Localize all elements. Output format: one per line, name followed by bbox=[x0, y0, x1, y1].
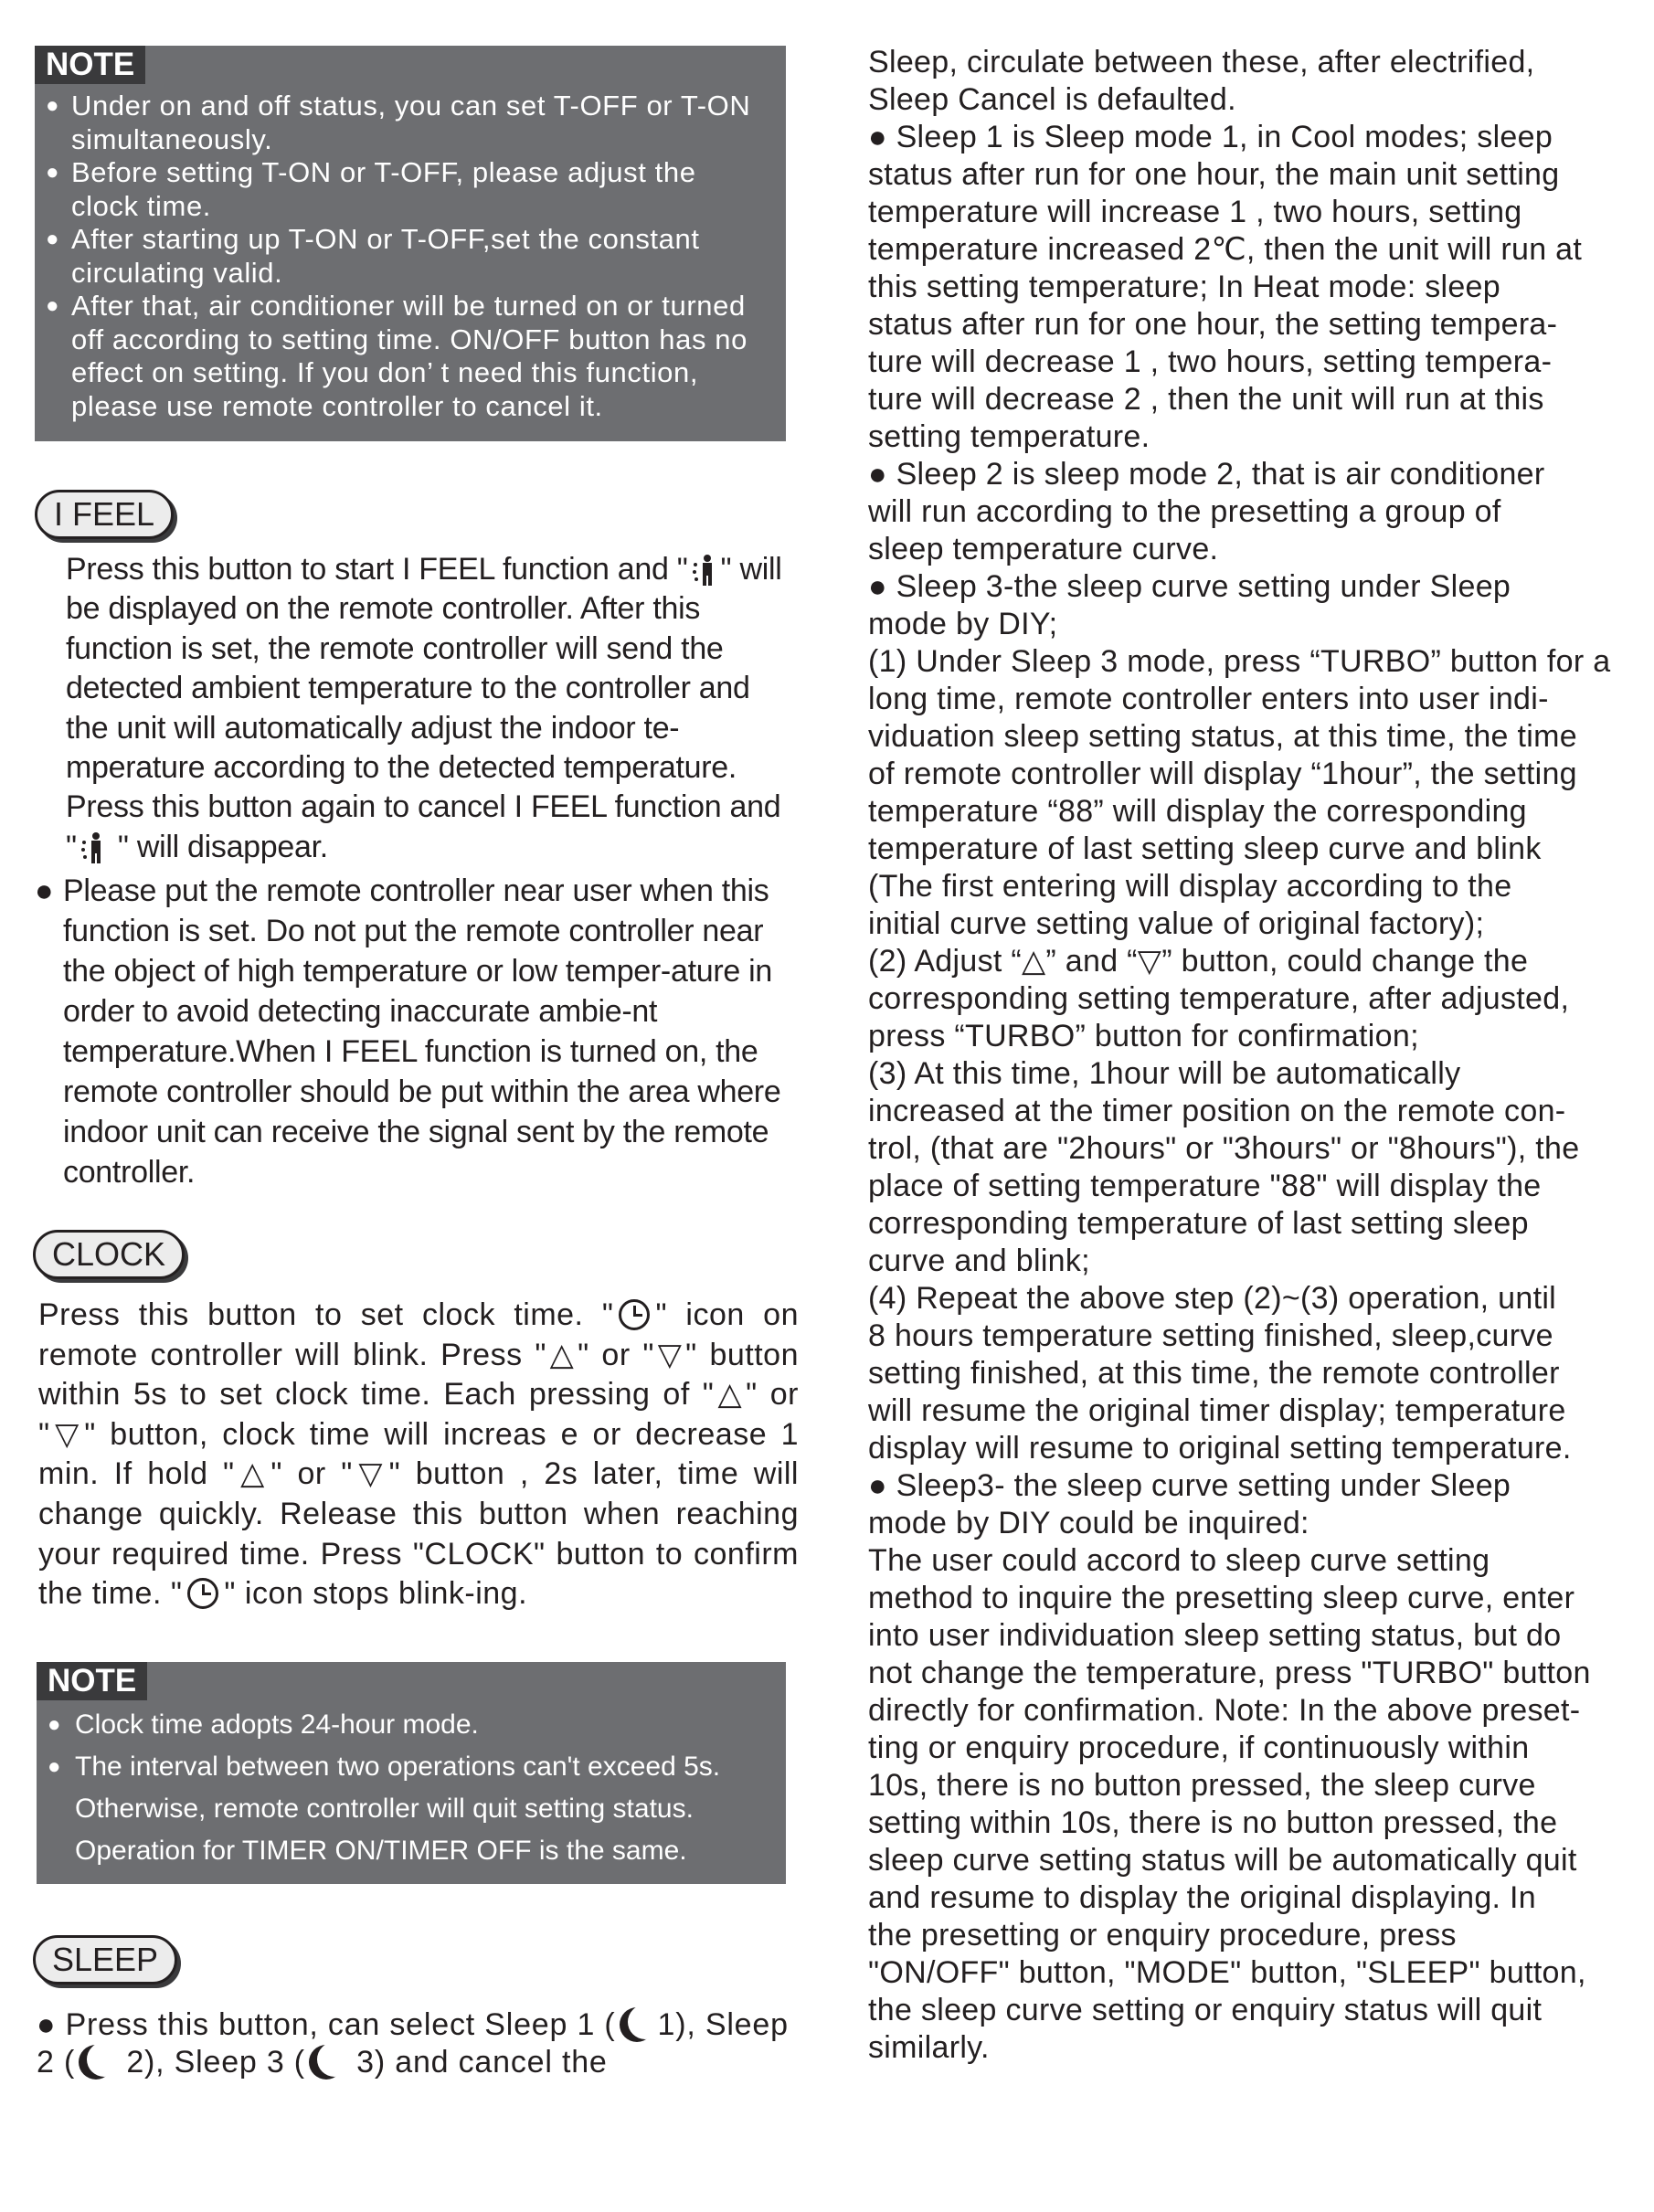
text-line: long time, remote controller enters into user indi- bbox=[868, 682, 1549, 716]
sleep-description bbox=[37, 2006, 797, 2081]
text-line: curve and blink; bbox=[868, 1244, 1090, 1278]
bullet-dot: ● bbox=[35, 873, 54, 908]
note-item: ● After that, air conditioner will be turned on or turned off according to setting time. ON/OFF button has no effect on setting. If you don’ t need this function, please use remote controller to cancel it. bbox=[35, 290, 768, 423]
clock-text-part3: " icon stops blink-ing. bbox=[224, 1576, 528, 1612]
text-line: "ON/OFF" button, "MODE" button, "SLEEP" button, bbox=[868, 1955, 1586, 1990]
text-line: place of setting temperature "88" will display the bbox=[868, 1169, 1542, 1203]
text-line: mode by DIY; bbox=[868, 607, 1058, 641]
sleep-moon-icon bbox=[79, 2045, 113, 2080]
text-line: 10s, there is no button pressed, the sleep curve bbox=[868, 1768, 1536, 1803]
text-line: sleep curve setting status will be automatically quit bbox=[868, 1843, 1577, 1878]
sleep-moon-icon bbox=[309, 2045, 344, 2080]
text-line: ● Sleep 2 is sleep mode 2, that is air conditioner bbox=[868, 457, 1545, 492]
sleep-text-part4: 3) and cancel the bbox=[346, 2045, 608, 2080]
text-line: ture will decrease 1 , two hours, setting tempera- bbox=[868, 344, 1553, 379]
i-feel-bullet bbox=[35, 871, 797, 1192]
i-feel-person-icon bbox=[692, 554, 717, 587]
i-feel-description bbox=[66, 550, 797, 867]
i-feel-text-part1: Press this button to start I FEEL function and " bbox=[66, 552, 688, 587]
sleep-button: SLEEP bbox=[33, 1935, 177, 1984]
note-box-timer bbox=[35, 46, 786, 441]
text-line: ting or enquiry procedure, if continuously within bbox=[868, 1730, 1530, 1765]
text-line: temperature “88” will display the corresponding bbox=[868, 794, 1527, 829]
text-line: ● Sleep 1 is Sleep mode 1, in Cool modes; sleep bbox=[868, 120, 1553, 154]
note-item: ● Before setting T-ON or T-OFF, please adjust the clock time. bbox=[35, 156, 768, 223]
text-line: setting temperature. bbox=[868, 419, 1150, 454]
text-line: method to inquire the presetting sleep curve, enter bbox=[868, 1581, 1575, 1615]
note-item: ● Under on and off status, you can set T-OFF or T-ON simultaneously. bbox=[35, 90, 768, 156]
text-line: temperature increased 2℃, then the unit will run at bbox=[868, 232, 1583, 267]
clock-icon bbox=[619, 1299, 650, 1330]
clock-text-part2: " icon on remote controller will blink. Press "△" or "▽" button within 5s to set clock time. Each pressing of "△" or "▽" button, clock time will increas e or decrease 1 min. If hold "△" or "▽" button , 2s later, time will change quickly. Release this button when reaching your required time. Press "CLOCK" button to confirm the time. " bbox=[38, 1297, 799, 1612]
note-title: NOTE bbox=[35, 46, 145, 84]
sleep-text-part2: 1), Sleep 2 ( bbox=[37, 2007, 789, 2080]
text-line: ● Sleep3- the sleep curve setting under Sleep bbox=[868, 1468, 1511, 1503]
text-line: ture will decrease 2 , then the unit will run at this bbox=[868, 382, 1544, 417]
text-line: directly for confirmation. Note: In the above preset- bbox=[868, 1693, 1581, 1728]
text-line: 8 hours temperature setting finished, sleep,curve bbox=[868, 1318, 1553, 1353]
sleep-text-part1: ● Press this button, can select Sleep 1 ( bbox=[37, 2007, 616, 2042]
text-line: (3) At this time, 1hour will be automatically bbox=[868, 1056, 1461, 1091]
text-line: temperature of last setting sleep curve and blink bbox=[868, 831, 1542, 866]
text-line: will run according to the presetting a group of bbox=[868, 494, 1501, 529]
note-box-clock bbox=[37, 1662, 786, 1884]
text-line: not change the temperature, press "TURBO" button bbox=[868, 1656, 1591, 1690]
text-line: similarly. bbox=[868, 2030, 990, 2065]
text-line: of remote controller will display “1hour”, the setting bbox=[868, 757, 1577, 791]
text-line: (2) Adjust “△” and “▽” button, could change the bbox=[868, 944, 1529, 979]
text-line: trol, (that are "2hours" or "3hours" or "8hours"), the bbox=[868, 1131, 1580, 1166]
clock-button: CLOCK bbox=[33, 1230, 185, 1279]
note-item: ● Clock time adopts 24-hour mode. bbox=[37, 1704, 768, 1746]
note-list bbox=[37, 1704, 786, 1885]
text-line: viduation sleep setting status, at this time, the time bbox=[868, 719, 1577, 754]
text-line: this setting temperature; In Heat mode: sleep bbox=[868, 270, 1500, 304]
text-line: (4) Repeat the above step (2)~(3) operation, until bbox=[868, 1281, 1557, 1316]
i-feel-bullet-text: Please put the remote controller near user when this function is set. Do not put the remote controller near the object of high temperature or low temper-ature in order to avoid detecting inaccurate ambie-nt temperature.When I FEEL function is turned on, the remote controller should be put within the area where indoor unit can receive the signal sent by the remote controller. bbox=[63, 873, 781, 1190]
text-line: (The first entering will display according to the bbox=[868, 869, 1512, 904]
clock-icon bbox=[187, 1578, 218, 1609]
text-line: will resume the original timer display; temperature bbox=[868, 1393, 1566, 1428]
text-line: mode by DIY could be inquired: bbox=[868, 1506, 1309, 1540]
text-line: status after run for one hour, the main unit setting bbox=[868, 157, 1560, 192]
text-line: into user individuation sleep setting status, but do bbox=[868, 1618, 1562, 1653]
sleep-moon-icon bbox=[620, 2007, 654, 2042]
text-line: the sleep curve setting or enquiry status will quit bbox=[868, 1993, 1543, 2027]
text-line: setting finished, at this time, the remote controller bbox=[868, 1356, 1560, 1391]
text-line: status after run for one hour, the setting tempera- bbox=[868, 307, 1558, 342]
text-line: (1) Under Sleep 3 mode, press “TURBO” button for a bbox=[868, 644, 1611, 679]
text-line: corresponding temperature of last setting sleep bbox=[868, 1206, 1529, 1241]
i-feel-person-icon bbox=[80, 831, 106, 864]
text-line: The user could accord to sleep curve setting bbox=[868, 1543, 1490, 1578]
clock-description bbox=[38, 1296, 799, 1614]
clock-text-part1: Press this button to set clock time. " bbox=[38, 1297, 614, 1332]
i-feel-text-part3: " will disappear. bbox=[109, 829, 328, 864]
text-line: and resume to display the original displaying. In bbox=[868, 1880, 1537, 1915]
note-list bbox=[35, 90, 786, 436]
text-line: increased at the timer position on the remote con- bbox=[868, 1094, 1566, 1128]
text-line: corresponding setting temperature, after adjusted, bbox=[868, 981, 1570, 1016]
text-line: setting within 10s, there is no button pressed, the bbox=[868, 1805, 1558, 1840]
i-feel-button: I FEEL bbox=[35, 490, 174, 539]
text-line: Sleep, circulate between these, after electrified, bbox=[868, 45, 1535, 79]
right-column bbox=[868, 44, 1619, 2067]
text-line: ● Sleep 3-the sleep curve setting under Sleep bbox=[868, 569, 1511, 604]
i-feel-text-part2: " will be displayed on the remote controller. After this function is set, the remote controller will send the detected ambient temperature to the controller and the unit will automatically adjust the indoor te-mperature according to the detected temperature. Press this button again to cancel I FEEL function and " bbox=[66, 552, 782, 864]
note-item: ● The interval between two operations can't exceed 5s. Otherwise, remote controller will quit setting status. Operation for TIMER ON/TIMER OFF is the same. bbox=[37, 1746, 768, 1872]
text-line: display will resume to original setting temperature. bbox=[868, 1431, 1572, 1466]
text-line: press “TURBO” button for confirmation; bbox=[868, 1019, 1419, 1053]
text-line: Sleep Cancel is defaulted. bbox=[868, 82, 1236, 117]
note-item: ● After starting up T-ON or T-OFF,set the constant circulating valid. bbox=[35, 223, 768, 290]
text-line: sleep temperature curve. bbox=[868, 532, 1219, 566]
text-line: initial curve setting value of original factory); bbox=[868, 906, 1485, 941]
text-line: temperature will increase 1 , two hours, setting bbox=[868, 195, 1522, 229]
note-title: NOTE bbox=[37, 1662, 147, 1700]
sleep-text-part3: 2), Sleep 3 ( bbox=[117, 2045, 305, 2080]
text-line: the presetting or enquiry procedure, press bbox=[868, 1918, 1457, 1953]
